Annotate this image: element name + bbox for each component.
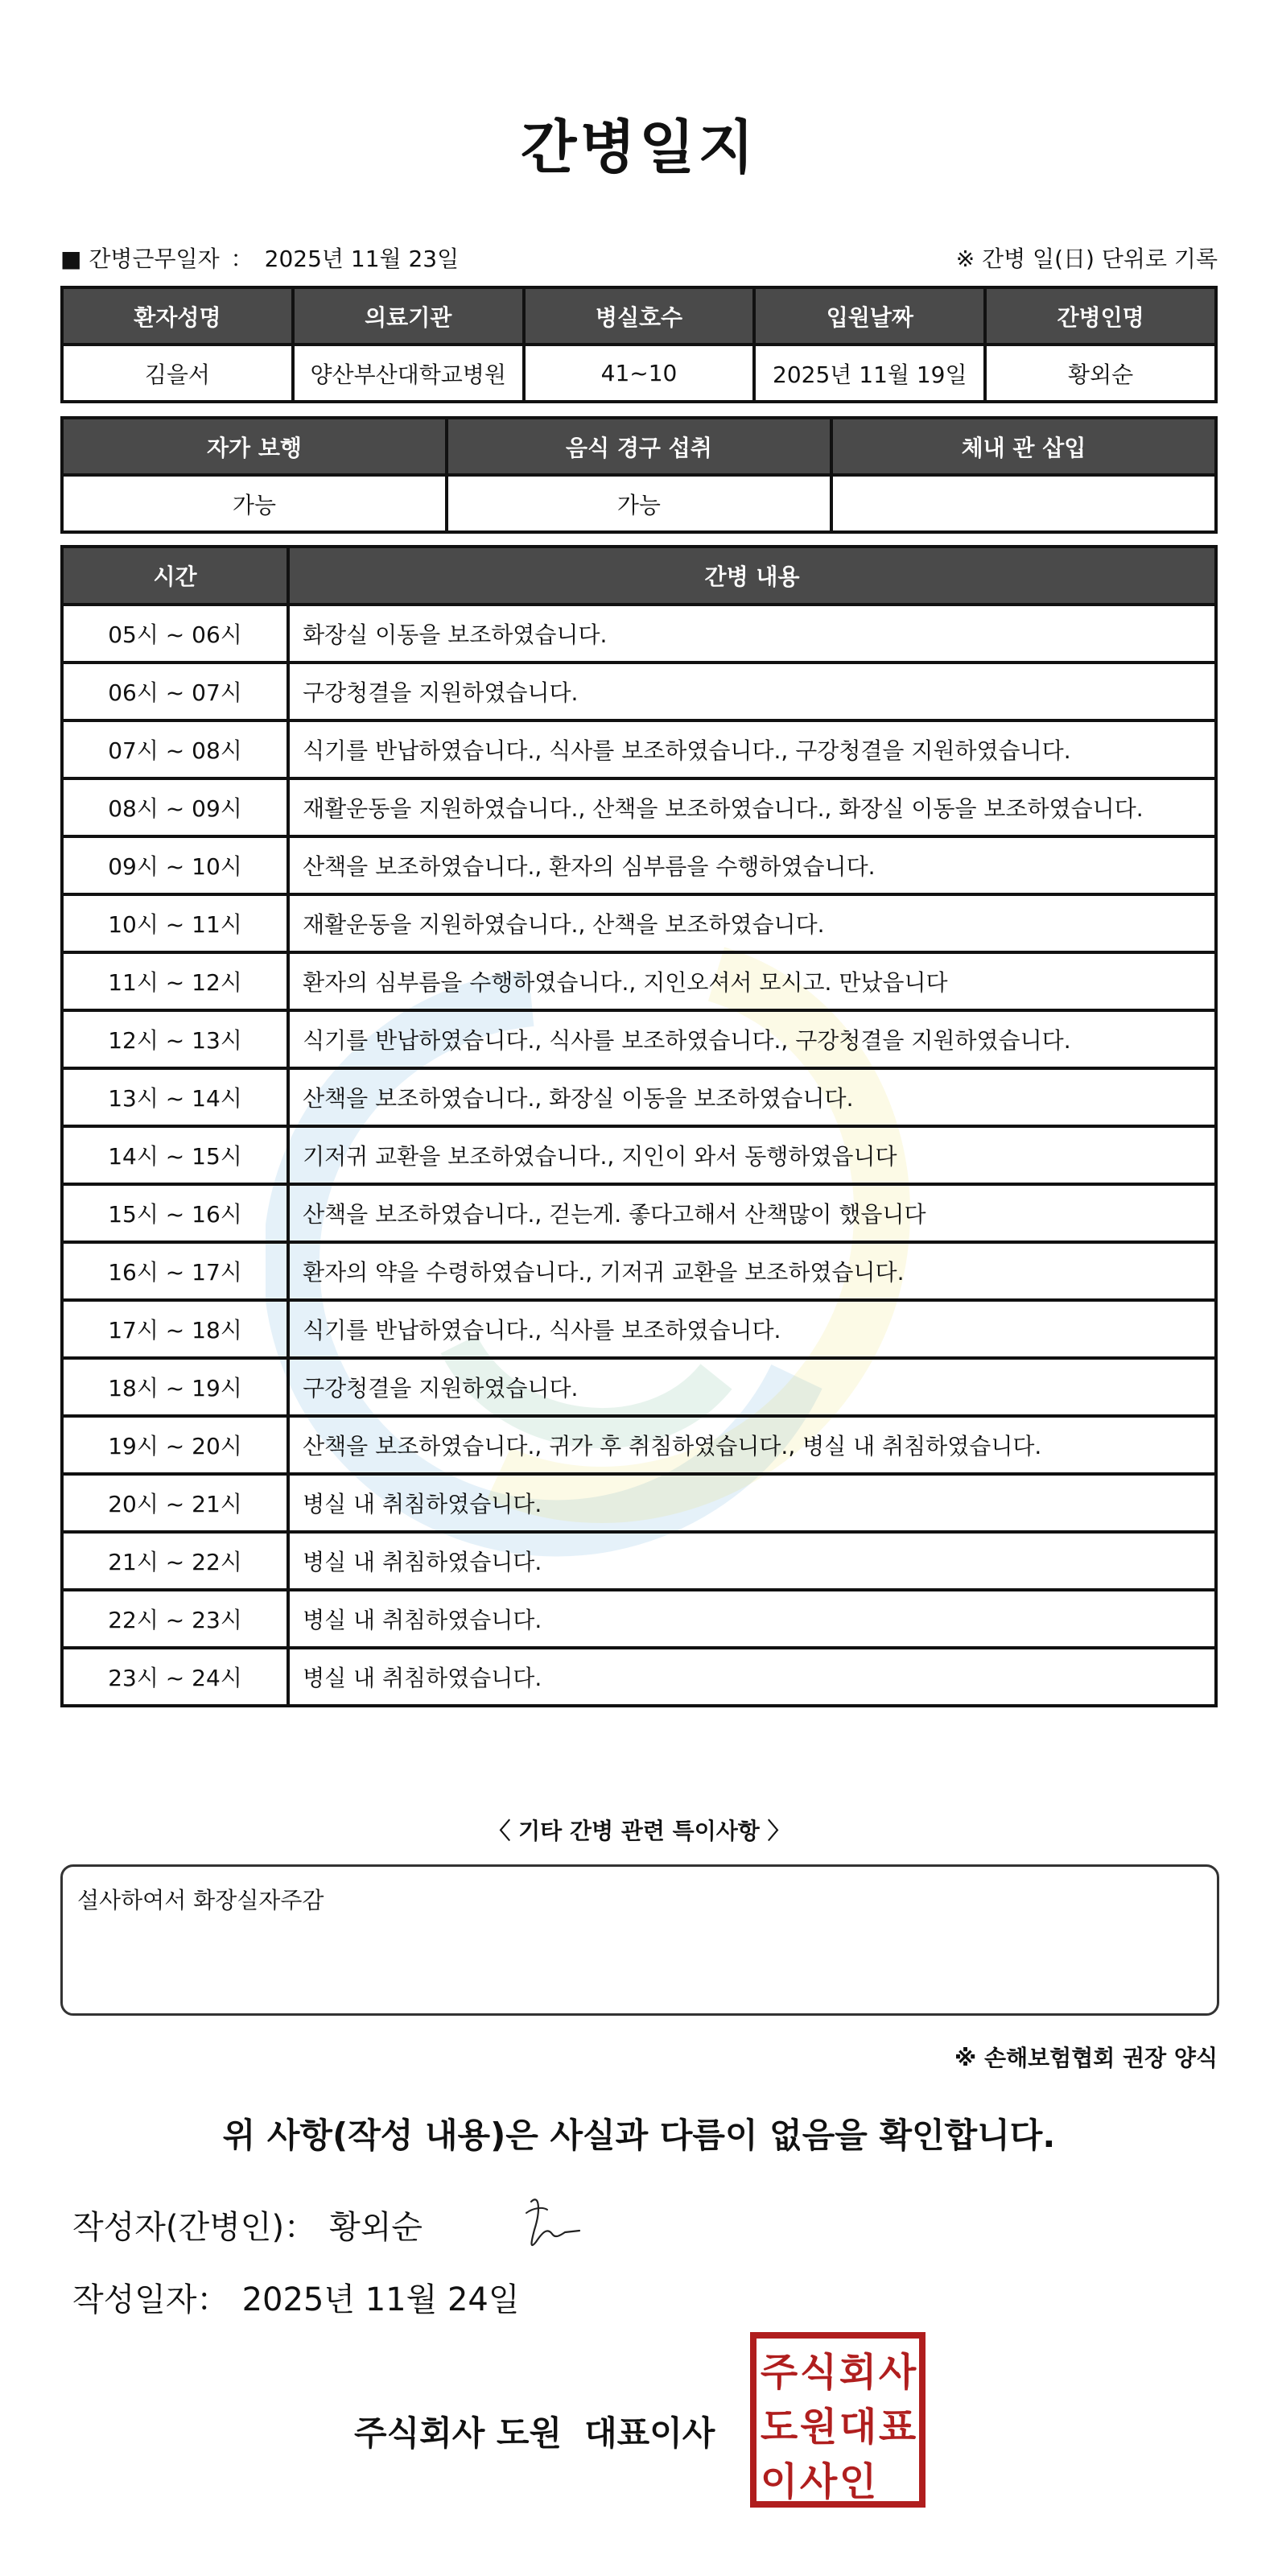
company-representative: 대표이사 bbox=[584, 2413, 715, 2453]
care-log-row bbox=[62, 894, 1216, 952]
care-log-time: 08시 ~ 09시 bbox=[62, 778, 288, 836]
seal-character: 주 bbox=[760, 2350, 798, 2395]
care-log-content: 병실 내 취침하였습니다. bbox=[288, 1532, 1216, 1590]
patient-value-row bbox=[62, 345, 1216, 402]
care-log-row bbox=[62, 605, 1216, 663]
care-log-row bbox=[62, 1126, 1216, 1184]
writer-label: 작성자(간병인)： bbox=[72, 2209, 317, 2246]
care-log-time: 19시 ~ 20시 bbox=[62, 1416, 288, 1474]
written-date-line bbox=[72, 2274, 520, 2320]
care-log-row bbox=[62, 1300, 1216, 1358]
header-care-content: 간병 내용 bbox=[288, 547, 1216, 605]
care-log-row bbox=[62, 1358, 1216, 1416]
care-log-time: 10시 ~ 11시 bbox=[62, 894, 288, 952]
care-log-row bbox=[62, 1590, 1216, 1648]
seal-character: 대 bbox=[839, 2405, 877, 2450]
oral-intake-value: 가능 bbox=[447, 475, 831, 532]
header-self-walking: 자가 보행 bbox=[62, 418, 447, 475]
work-date bbox=[60, 242, 459, 274]
work-date-separator: ： bbox=[230, 246, 254, 272]
recommend-note: ※ 손해보험협회 권장 양식 bbox=[954, 2045, 1218, 2071]
care-log-row bbox=[62, 1068, 1216, 1126]
patient-name: 김을서 bbox=[62, 345, 293, 402]
care-log-time: 09시 ~ 10시 bbox=[62, 836, 288, 894]
seal-character: 표 bbox=[878, 2405, 917, 2450]
care-log-time: 17시 ~ 18시 bbox=[62, 1300, 288, 1358]
care-log-time: 15시 ~ 16시 bbox=[62, 1184, 288, 1242]
care-log-table bbox=[60, 545, 1218, 1707]
patient-header-row bbox=[62, 287, 1216, 345]
care-log-time: 11시 ~ 12시 bbox=[62, 952, 288, 1010]
care-log-time: 12시 ~ 13시 bbox=[62, 1010, 288, 1068]
care-log-time: 21시 ~ 22시 bbox=[62, 1532, 288, 1590]
seal-character: 회 bbox=[839, 2350, 877, 2395]
care-log-time: 07시 ~ 08시 bbox=[62, 720, 288, 778]
care-log-row bbox=[62, 1474, 1216, 1532]
care-log-content: 산책을 보조하였습니다., 귀가 후 취침하였습니다., 병실 내 취침하였습니다. bbox=[288, 1416, 1216, 1474]
care-log-content: 화장실 이동을 보조하였습니다. bbox=[288, 605, 1216, 663]
meta-row bbox=[60, 242, 1218, 277]
writer-name: 황외순 bbox=[329, 2209, 423, 2246]
care-log-content: 식기를 반납하였습니다., 식사를 보조하였습니다., 구강청결을 지원하였습니다. bbox=[288, 720, 1216, 778]
care-log-content: 재활운동을 지원하였습니다., 산책을 보조하였습니다., 화장실 이동을 보조하였습니다. bbox=[288, 778, 1216, 836]
special-notes-text: 설사하여서 화장실자주감 bbox=[77, 1887, 324, 1913]
written-date-value: 2025년 11월 24일 bbox=[241, 2281, 520, 2318]
care-log-time: 23시 ~ 24시 bbox=[62, 1648, 288, 1706]
header-room-number: 병실호수 bbox=[524, 287, 755, 345]
care-log-content: 재활운동을 지원하였습니다., 산책을 보조하였습니다. bbox=[288, 894, 1216, 952]
care-log-row bbox=[62, 720, 1216, 778]
care-log-content: 식기를 반납하였습니다., 식사를 보조하였습니다., 구강청결을 지원하였습니다. bbox=[288, 1010, 1216, 1068]
company-seal-stamp bbox=[748, 2330, 927, 2509]
patient-status-table bbox=[60, 416, 1218, 534]
care-log-body bbox=[62, 605, 1216, 1706]
care-log-content: 병실 내 취침하였습니다. bbox=[288, 1474, 1216, 1532]
company-line bbox=[354, 2407, 715, 2455]
record-note: ※ 간병 일(日) 단위로 기록 bbox=[955, 246, 1218, 272]
care-log-time: 22시 ~ 23시 bbox=[62, 1590, 288, 1648]
written-date-label: 작성일자： bbox=[72, 2281, 229, 2318]
admission-date: 2025년 11월 19일 bbox=[754, 345, 985, 402]
care-log-content: 구강청결을 지원하였습니다. bbox=[288, 1358, 1216, 1416]
care-log-row bbox=[62, 1010, 1216, 1068]
care-log-row bbox=[62, 1648, 1216, 1706]
care-log-time: 06시 ~ 07시 bbox=[62, 663, 288, 720]
header-tube-insertion: 체내 관 삽입 bbox=[831, 418, 1216, 475]
care-log-content: 식기를 반납하였습니다., 식사를 보조하였습니다. bbox=[288, 1300, 1216, 1358]
care-log-content: 산책을 보조하였습니다., 화장실 이동을 보조하였습니다. bbox=[288, 1068, 1216, 1126]
seal-character: 원 bbox=[799, 2405, 838, 2450]
special-notes-box bbox=[60, 1864, 1219, 2016]
care-log-row bbox=[62, 1416, 1216, 1474]
care-log-time: 13시 ~ 14시 bbox=[62, 1068, 288, 1126]
header-time: 시간 bbox=[62, 547, 288, 605]
care-log-content: 병실 내 취침하였습니다. bbox=[288, 1648, 1216, 1706]
document-title: 간병일지 bbox=[520, 114, 758, 181]
care-log-content: 환자의 심부름을 수행하였습니다., 지인오셔서 모시고. 만났읍니다 bbox=[288, 952, 1216, 1010]
header-oral-intake: 음식 경구 섭취 bbox=[447, 418, 831, 475]
seal-character: 식 bbox=[799, 2350, 838, 2395]
header-hospital: 의료기관 bbox=[293, 287, 524, 345]
care-log-row bbox=[62, 1532, 1216, 1590]
hospital-name: 양산부산대학교병원 bbox=[293, 345, 524, 402]
care-log-content: 산책을 보조하였습니다., 걷는게. 좋다고해서 산책많이 했읍니다 bbox=[288, 1184, 1216, 1242]
care-log-time: 14시 ~ 15시 bbox=[62, 1126, 288, 1184]
care-log-row bbox=[62, 663, 1216, 720]
care-log-content: 환자의 약을 수령하였습니다., 기저귀 교환을 보조하였습니다. bbox=[288, 1242, 1216, 1300]
care-log-row bbox=[62, 836, 1216, 894]
seal-character: 도 bbox=[760, 2405, 798, 2450]
status-header-row bbox=[62, 418, 1216, 475]
patient-info-table bbox=[60, 286, 1218, 403]
confirmation-statement: 위 사항(작성 내용)은 사실과 다름이 없음을 확인합니다. bbox=[222, 2116, 1056, 2155]
care-log-row bbox=[62, 1242, 1216, 1300]
seal-character: 사 bbox=[799, 2459, 838, 2504]
seal-character: 사 bbox=[878, 2350, 917, 2395]
seal-character: 인 bbox=[839, 2459, 877, 2504]
tube-insertion-value bbox=[831, 475, 1216, 532]
care-log-time: 05시 ~ 06시 bbox=[62, 605, 288, 663]
care-log-content: 기저귀 교환을 보조하였습니다., 지인이 와서 동행하였읍니다 bbox=[288, 1126, 1216, 1184]
care-log-time: 18시 ~ 19시 bbox=[62, 1358, 288, 1416]
self-walking-value: 가능 bbox=[62, 475, 447, 532]
care-log-row bbox=[62, 1184, 1216, 1242]
room-number: 41~10 bbox=[524, 345, 755, 402]
care-log-time: 20시 ~ 21시 bbox=[62, 1474, 288, 1532]
care-log-row bbox=[62, 952, 1216, 1010]
care-log-content: 병실 내 취침하였습니다. bbox=[288, 1590, 1216, 1648]
care-log-row bbox=[62, 778, 1216, 836]
care-log-time: 16시 ~ 17시 bbox=[62, 1242, 288, 1300]
header-caregiver-name: 간병인명 bbox=[985, 287, 1216, 345]
handwritten-signature bbox=[515, 2186, 587, 2258]
caregiver-name: 황외순 bbox=[985, 345, 1216, 402]
header-admission-date: 입원날짜 bbox=[754, 287, 985, 345]
work-date-label: ■ 간병근무일자 bbox=[60, 246, 220, 272]
company-name: 주식회사 도원 bbox=[354, 2413, 563, 2453]
writer-line bbox=[72, 2202, 423, 2248]
special-notes-title: 〈 기타 간병 관련 특이사항 〉 bbox=[488, 1818, 790, 1844]
care-log-header-row bbox=[62, 547, 1216, 605]
work-date-value: 2025년 11월 23일 bbox=[264, 246, 460, 272]
seal-character: 이 bbox=[760, 2459, 798, 2504]
status-value-row bbox=[62, 475, 1216, 532]
header-patient-name: 환자성명 bbox=[62, 287, 293, 345]
care-log-content: 산책을 보조하였습니다., 환자의 심부름을 수행하였습니다. bbox=[288, 836, 1216, 894]
care-log-content: 구강청결을 지원하였습니다. bbox=[288, 663, 1216, 720]
